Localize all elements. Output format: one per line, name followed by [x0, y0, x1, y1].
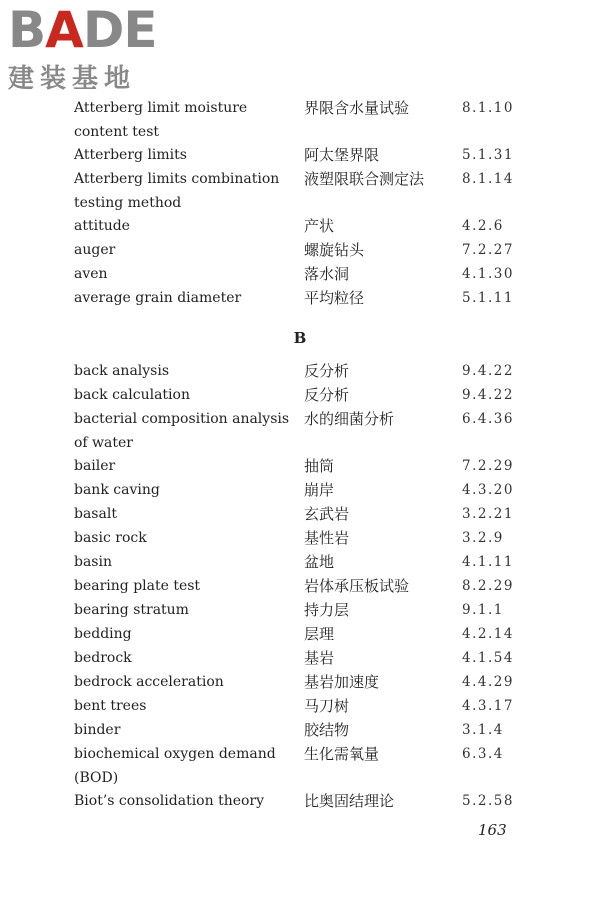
glossary-entry [0, 215, 600, 239]
chinese-term: 岩体承压板试验 [304, 577, 410, 595]
section-reference: 7.2.27 [462, 242, 514, 258]
english-term: attitude [74, 218, 130, 234]
chinese-term: 生化需氧量 [304, 745, 380, 763]
glossary-entry [0, 239, 600, 263]
chinese-term: 界限含水量试验 [304, 99, 410, 117]
glossary-section-b [0, 360, 600, 814]
glossary-entry [0, 790, 600, 814]
chinese-term: 抽筒 [304, 457, 335, 475]
chinese-term: 反分析 [304, 362, 350, 380]
chinese-term: 盆地 [304, 553, 335, 571]
english-term: bent trees [74, 698, 147, 714]
english-term: Biot’s consolidation theory [74, 793, 265, 809]
chinese-term: 落水洞 [304, 265, 350, 283]
glossary-entry [0, 671, 600, 695]
section-reference: 4.4.29 [462, 674, 514, 690]
section-reference: 6.3.4 [462, 746, 504, 762]
glossary-entry [0, 695, 600, 719]
chinese-term: 液塑限联合测定法 [304, 170, 425, 188]
english-term: bearing stratum [74, 602, 189, 618]
section-reference: 8.1.10 [462, 100, 514, 116]
section-reference: 3.2.21 [462, 506, 514, 522]
logo-wordmark: BADE [8, 1, 157, 59]
english-term: Atterberg limit moisture content test [74, 100, 248, 140]
english-term: basin [74, 554, 112, 570]
chinese-term: 阿太堡界限 [304, 146, 380, 164]
glossary-entry [0, 647, 600, 671]
english-term: bedrock acceleration [74, 674, 224, 690]
glossary-entry [0, 479, 600, 503]
english-term: bank caving [74, 482, 160, 498]
english-term: Atterberg limits [74, 147, 187, 163]
chinese-term: 产状 [304, 217, 335, 235]
section-reference: 3.1.4 [462, 722, 504, 738]
section-reference: 8.2.29 [462, 578, 514, 594]
section-reference: 8.1.14 [462, 171, 514, 187]
glossary-entry [0, 384, 600, 408]
section-reference: 4.3.20 [462, 482, 514, 498]
section-reference: 5.1.31 [462, 147, 514, 163]
english-term: bedrock [74, 650, 132, 666]
section-reference: 9.4.22 [462, 363, 514, 379]
glossary-entry [0, 623, 600, 647]
chinese-term: 玄武岩 [304, 505, 350, 523]
glossary-entry [0, 168, 600, 215]
glossary-section-a [0, 97, 600, 311]
chinese-term: 平均粒径 [304, 289, 365, 307]
section-reference: 9.1.1 [462, 602, 504, 618]
logo-subtitle: 建装基地 [8, 64, 137, 94]
english-term: Atterberg limits combination testing method [74, 171, 280, 211]
english-term: back analysis [74, 363, 170, 379]
chinese-term: 持力层 [304, 601, 350, 619]
chinese-term: 基岩加速度 [304, 673, 380, 691]
section-reference: 4.2.14 [462, 626, 514, 642]
bade-logo [8, 1, 178, 95]
section-reference: 5.2.58 [462, 793, 514, 809]
chinese-term: 螺旋钻头 [304, 241, 365, 259]
glossary-entry [0, 743, 600, 790]
chinese-term: 胶结物 [304, 721, 350, 739]
section-reference: 3.2.9 [462, 530, 504, 546]
english-term: bedding [74, 626, 132, 642]
glossary-entry [0, 575, 600, 599]
english-term: back calculation [74, 387, 190, 403]
glossary-entry [0, 287, 600, 311]
english-term: bacterial composition analysis of water [74, 411, 290, 451]
glossary-entry [0, 97, 600, 144]
section-reference: 4.3.17 [462, 698, 514, 714]
english-term: average grain diameter [74, 290, 242, 306]
english-term: biochemical oxygen demand (BOD) [74, 746, 276, 786]
english-term: bailer [74, 458, 116, 474]
section-reference: 9.4.22 [462, 387, 514, 403]
chinese-term: 层理 [304, 625, 335, 643]
section-reference: 4.1.11 [462, 554, 514, 570]
english-term: basalt [74, 506, 117, 522]
english-term: aven [74, 266, 108, 282]
section-reference: 7.2.29 [462, 458, 514, 474]
page-number: 163 [478, 821, 507, 839]
section-reference: 6.4.36 [462, 411, 514, 427]
glossary-entry [0, 455, 600, 479]
chinese-term: 基性岩 [304, 529, 350, 547]
section-reference: 4.2.6 [462, 218, 504, 234]
chinese-term: 马刀树 [304, 697, 350, 715]
chinese-term: 反分析 [304, 386, 350, 404]
chinese-term: 水的细菌分析 [304, 410, 395, 428]
english-term: auger [74, 242, 116, 258]
glossary-entry [0, 144, 600, 168]
english-term: bearing plate test [74, 578, 201, 594]
glossary-entry [0, 503, 600, 527]
glossary-entry [0, 551, 600, 575]
english-term: basic rock [74, 530, 147, 546]
glossary-entry [0, 263, 600, 287]
glossary-entry [0, 719, 600, 743]
chinese-term: 比奥固结理论 [304, 792, 395, 810]
section-reference: 4.1.54 [462, 650, 514, 666]
glossary-entry [0, 599, 600, 623]
glossary-entry [0, 360, 600, 384]
section-letter-heading: B [293, 329, 307, 347]
glossary-entry [0, 527, 600, 551]
section-reference: 4.1.30 [462, 266, 514, 282]
glossary-entry [0, 408, 600, 455]
chinese-term: 崩岸 [304, 481, 335, 499]
english-term: binder [74, 722, 121, 738]
chinese-term: 基岩 [304, 649, 335, 667]
section-reference: 5.1.11 [462, 290, 514, 306]
